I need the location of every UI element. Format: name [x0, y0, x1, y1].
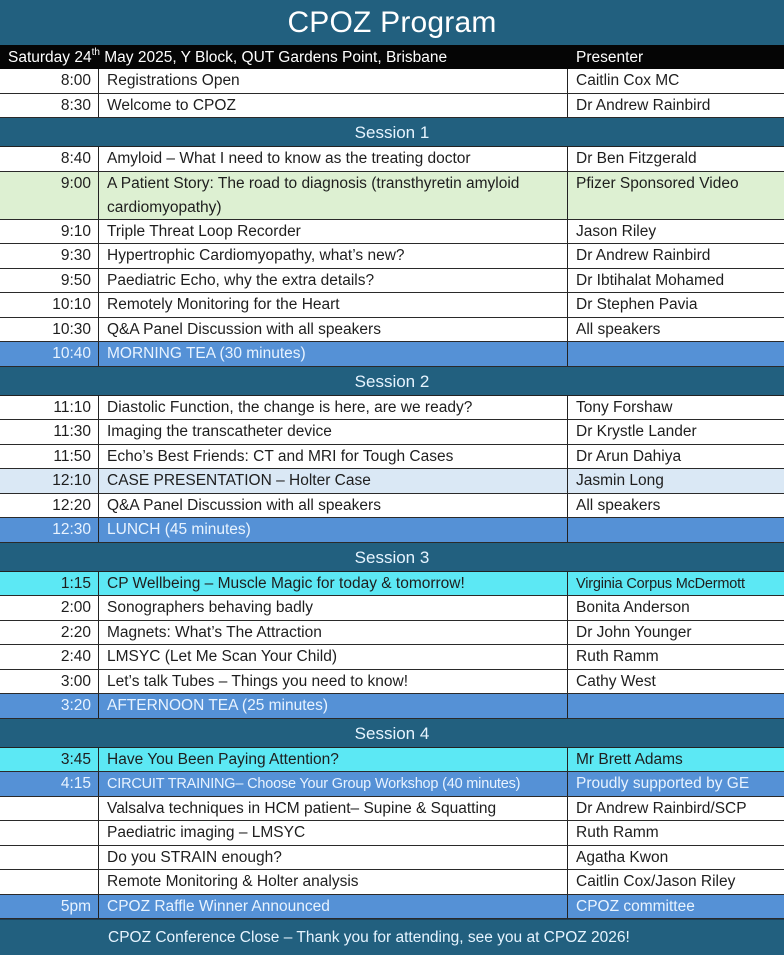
row-topic: Remote Monitoring & Holter analysis — [99, 870, 568, 894]
row-time: 11:50 — [0, 445, 99, 469]
session-header: Session 1 — [0, 118, 784, 147]
row-topic: CASE PRESENTATION – Holter Case — [99, 469, 568, 493]
event-location — [0, 45, 568, 69]
row-time — [0, 870, 99, 894]
program-row — [0, 645, 784, 670]
row-presenter: All speakers — [576, 320, 661, 338]
row-time: 3:45 — [0, 748, 99, 772]
row-presenter: Mr Brett Adams — [576, 750, 683, 768]
row-topic: Welcome to CPOZ — [99, 94, 568, 118]
row-time: 1:15 — [0, 572, 99, 596]
break-row — [0, 694, 784, 719]
table-header — [0, 45, 784, 69]
row-presenter: All speakers — [576, 496, 661, 514]
row-time: 9:50 — [0, 269, 99, 293]
row-presenter: CPOZ committee — [576, 897, 695, 915]
closing-banner: CPOZ Conference Close – Thank you for attending, see you at CPOZ 2026! — [0, 919, 784, 955]
program-row — [0, 420, 784, 445]
row-topic: Have You Been Paying Attention? — [99, 748, 568, 772]
row-topic: Imaging the transcatheter device — [99, 420, 568, 444]
row-presenter: Caitlin Cox/Jason Riley — [576, 873, 736, 890]
row-presenter — [568, 342, 784, 366]
row-topic: LMSYC (Let Me Scan Your Child) — [99, 645, 568, 669]
row-time: 3:20 — [0, 694, 99, 718]
row-presenter: Dr John Younger — [576, 623, 692, 641]
row-presenter: Dr Andrew Rainbird — [576, 96, 711, 114]
row-topic: Magnets: What’s The Attraction — [99, 621, 568, 645]
workshop-row — [0, 772, 784, 797]
program-row — [0, 69, 784, 94]
workshop-group-row — [0, 797, 784, 822]
row-topic: Do you STRAIN enough? — [99, 846, 568, 870]
row-presenter: Dr Krystle Lander — [576, 423, 697, 440]
row-topic: CP Wellbeing – Muscle Magic for today & tomorrow! — [99, 572, 568, 596]
row-presenter — [568, 694, 784, 718]
session-header: Session 3 — [0, 543, 784, 572]
row-presenter: Dr Andrew Rainbird/SCP — [576, 799, 747, 817]
row-time: 10:10 — [0, 293, 99, 317]
program-row — [0, 494, 784, 519]
row-topic: Valsalva techniques in HCM patient– Supine & Squatting — [99, 797, 568, 821]
row-presenter: Ruth Ramm — [576, 648, 659, 665]
session-header: Session 4 — [0, 719, 784, 748]
row-presenter: Agatha Kwon — [576, 848, 669, 866]
row-presenter: Dr Andrew Rainbird — [576, 247, 711, 264]
row-topic: Let’s talk Tubes – Things you need to know! — [99, 670, 568, 694]
workshop-group-row — [0, 821, 784, 846]
row-time: 2:00 — [0, 596, 99, 620]
row-topic: Q&A Panel Discussion with all speakers — [99, 318, 568, 342]
row-presenter: Caitlin Cox MC — [576, 72, 680, 89]
program-row — [0, 670, 784, 695]
row-topic: Registrations Open — [99, 69, 568, 93]
program-row-sponsored — [0, 172, 784, 220]
row-time — [0, 821, 99, 845]
row-presenter: Dr Arun Dahiya — [576, 447, 682, 465]
row-topic: CIRCUIT TRAINING– Choose Your Group Workshop (40 minutes) — [99, 772, 568, 796]
row-time — [0, 797, 99, 821]
row-presenter: Proudly supported by GE — [576, 775, 750, 792]
row-topic: Echo’s Best Friends: CT and MRI for Tough Cases — [99, 445, 568, 469]
row-presenter: Dr Ibtihalat Mohamed — [576, 271, 725, 289]
program-row — [0, 293, 784, 318]
row-time: 9:30 — [0, 244, 99, 268]
row-time: 2:20 — [0, 621, 99, 645]
date-suffix: th — [91, 46, 100, 58]
row-time: 4:15 — [0, 772, 99, 796]
row-presenter: Ruth Ramm — [576, 824, 659, 841]
row-topic: Diastolic Function, the change is here, are we ready? — [99, 396, 568, 420]
row-presenter: Bonita Anderson — [576, 599, 690, 616]
row-presenter — [568, 518, 784, 542]
row-time: 5pm — [0, 895, 99, 919]
row-topic: Remotely Monitoring for the Heart — [99, 293, 568, 317]
program-row — [0, 318, 784, 343]
row-time: 11:30 — [0, 420, 99, 444]
row-presenter: Dr Stephen Pavia — [576, 296, 698, 313]
row-time: 10:30 — [0, 318, 99, 342]
page-title: CPOZ Program — [0, 0, 784, 45]
raffle-row — [0, 895, 784, 920]
row-time — [0, 846, 99, 870]
row-presenter: Pfizer Sponsored Video — [576, 174, 739, 192]
presenter-column-header: Presenter — [576, 49, 644, 66]
workshop-group-row — [0, 846, 784, 871]
program-row — [0, 244, 784, 269]
row-time: 3:00 — [0, 670, 99, 694]
row-presenter: Tony Forshaw — [576, 398, 673, 416]
program-row-highlight — [0, 748, 784, 773]
workshop-group-row — [0, 870, 784, 895]
row-topic: Sonographers behaving badly — [99, 596, 568, 620]
row-presenter: Cathy West — [576, 672, 656, 690]
session-header: Session 2 — [0, 367, 784, 396]
break-row — [0, 518, 784, 543]
row-presenter: Jasmin Long — [576, 472, 664, 489]
event-date: Saturday 24 — [8, 49, 92, 66]
program-row — [0, 445, 784, 470]
row-time: 8:00 — [0, 69, 99, 93]
row-topic: Triple Threat Loop Recorder — [99, 220, 568, 244]
row-topic: Q&A Panel Discussion with all speakers — [99, 494, 568, 518]
row-time: 10:40 — [0, 342, 99, 366]
row-time: 8:30 — [0, 94, 99, 118]
row-time: 12:20 — [0, 494, 99, 518]
row-time: 8:40 — [0, 147, 99, 171]
program-row — [0, 596, 784, 621]
row-topic: LUNCH (45 minutes) — [99, 518, 568, 542]
row-time: 12:30 — [0, 518, 99, 542]
row-time: 9:10 — [0, 220, 99, 244]
row-time: 2:40 — [0, 645, 99, 669]
row-topic: Amyloid – What I need to know as the treating doctor — [99, 147, 568, 171]
row-presenter: Virginia Corpus McDermott — [576, 575, 745, 592]
program-row-case — [0, 469, 784, 494]
row-topic: Paediatric imaging – LMSYC — [99, 821, 568, 845]
break-row — [0, 342, 784, 367]
event-venue: May 2025, Y Block, QUT Gardens Point, Brisbane — [99, 49, 448, 66]
program-row — [0, 94, 784, 119]
program-row — [0, 147, 784, 172]
row-topic: MORNING TEA (30 minutes) — [99, 342, 568, 366]
program-row — [0, 269, 784, 294]
row-presenter: Dr Ben Fitzgerald — [576, 150, 697, 167]
row-topic: A Patient Story: The road to diagnosis (transthyretin amyloid cardiomyopathy) — [99, 172, 568, 219]
program-row-highlight — [0, 572, 784, 597]
row-topic: Paediatric Echo, why the extra details? — [99, 269, 568, 293]
row-presenter: Jason Riley — [576, 222, 657, 240]
row-topic: CPOZ Raffle Winner Announced — [99, 895, 568, 919]
program-row — [0, 220, 784, 245]
row-topic: Hypertrophic Cardiomyopathy, what’s new? — [99, 244, 568, 268]
row-time: 9:00 — [0, 172, 99, 219]
row-time: 12:10 — [0, 469, 99, 493]
row-time: 11:10 — [0, 396, 99, 420]
program-row — [0, 621, 784, 646]
row-topic: AFTERNOON TEA (25 minutes) — [99, 694, 568, 718]
program-row — [0, 396, 784, 421]
